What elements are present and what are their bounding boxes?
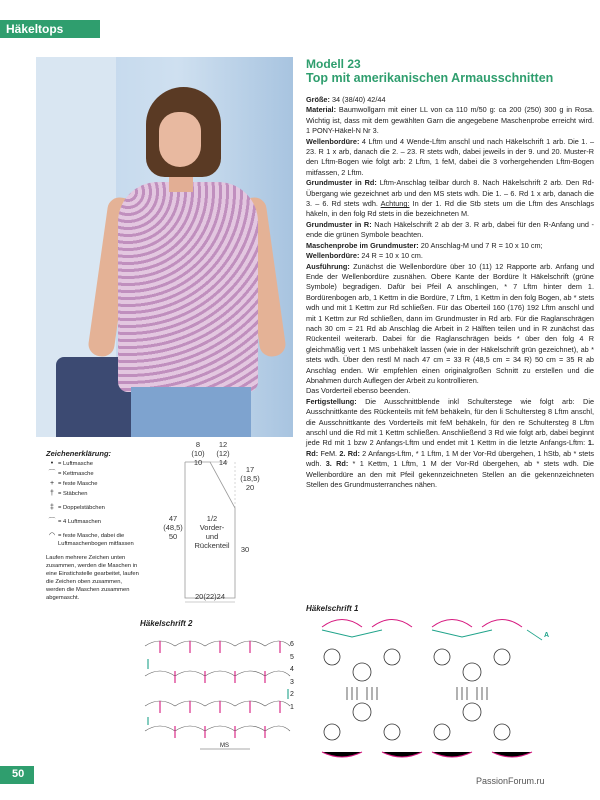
model-title: Top mit amerikanischen Armausschnitten — [306, 71, 554, 85]
section-tab: Häkeltops — [0, 20, 100, 38]
groesse-paragraph: Größe: 34 (38/40) 42/44 — [306, 95, 386, 104]
legend-row: ◠ = feste Masche, dabei die Luftmaschenbogen mitfassen — [46, 532, 141, 548]
schematic-center-label: 1/2 Vorder- und Rückenteil — [194, 514, 230, 550]
chart1-title: Häkelschrift 1 — [306, 604, 359, 613]
chart2-title: Häkelschrift 2 — [140, 619, 193, 628]
legend-row: † = Stäbchen — [46, 490, 141, 498]
legend-note: Laufen mehrere Zeichen unten zusammen, werden die Maschen in eine Einstichstelle gearbeitet, laufen die Zeichen oben zusammen, werden die Maschen zusammen abgemascht. — [46, 555, 139, 601]
row-label: 3 — [290, 678, 294, 686]
stitch-icon: † — [50, 490, 54, 497]
garment-schematic — [160, 440, 280, 600]
instructions — [306, 95, 594, 490]
probe2-paragraph: Wellenbordüre: 24 R = 10 x 10 cm. — [306, 251, 423, 261]
dim-right-bottom: 30 — [240, 545, 250, 554]
row-label: 5 — [290, 653, 294, 661]
dot-icon: • — [50, 460, 54, 467]
crochet-chart-1 — [312, 612, 560, 762]
row-label: 2 — [290, 691, 294, 698]
chart2-svg — [140, 631, 300, 756]
fert-paragraph: Fertigstellung: Die Ausschnittblende inkl Schulterstege wie folgt arb: Die Ausschnittkante des Rückenteils mit feM behäkeln, für den li Schultersteg 8 Lftm anschl, die Ausschnittkante des Vorderteils mit feM behäkeln, für den re Schultersteg 8 Lftm anschl und die Rd mit 1 Kettm schließen. Anschließend 3 Rd wie folgt arb, dabei beginnt jede Rd mit 1 bzw 2 Anfangs-Lftm und endet mit 1 Kettm in die letzte Anfangs-Lftm: 1. Rd: FeM. 2. Rd: 2 Anfangs-Lftm, * 1 Lftm, 1 M der Vor-Rd übergehen, 1 hStb, ab * stets wdh. 3. Rd: * 1 Kettm, 1 Lftm, 1 M der Vor-Rd übergehen, ab * stets wdh. Die Wellenbordüre an den mit Pfeil gekennzeichneten Stellen an die gekennzeichneten Stellen des Grundmusterranches nähen. — [306, 396, 594, 490]
legend — [46, 450, 141, 602]
legend-row: • = Luftmasche — [46, 460, 141, 468]
model-number: Modell 23 — [306, 57, 361, 71]
dim-left: 47 (48,5) 50 — [163, 514, 183, 541]
photo-crochet-top — [118, 182, 258, 392]
legend-row: ⌒ = Kettmasche — [46, 470, 141, 478]
watermark: PassionForum.ru — [476, 776, 545, 786]
legend-row: + = feste Masche — [46, 480, 141, 488]
row-label: 1 — [290, 703, 294, 711]
title-block — [306, 57, 596, 85]
chart1-arrow-label: A — [544, 632, 550, 639]
dim-right-top: 17 (18,5) 20 — [240, 465, 260, 492]
model-photo — [36, 57, 293, 437]
vorder-paragraph: Das Vorderteil ebenso beenden. — [306, 386, 411, 396]
dim-top-right: 12 (12) 14 — [216, 440, 230, 467]
legend-row: ‡ = Doppelstäbchen — [46, 504, 141, 512]
chart1-svg — [312, 612, 560, 762]
chart2-ms-label: MS — [220, 743, 229, 749]
material-paragraph: Material: Baumwollgarn mit einer LL von ca 110 m/50 g: ca 200 (250) 300 g in Rosa. Wichtig ist, dass mit dem gewählten Garn die angegebene Maschenprobe erreicht wird. 1 PONY-Häkel-N Nr 3. — [306, 105, 594, 136]
row-label: 6 — [290, 641, 294, 648]
page-number: 50 — [0, 766, 34, 784]
dim-bottom: 20(22)24 — [194, 592, 226, 601]
ausf-paragraph: Ausführung: Zunächst die Wellenbordüre über 10 (11) 12 Rapporte arb. Anfang und Ende der Wellenbordüre zusnähen. Obere Kante der Bordüre lt Häkelschrift (grüne Symbole) begradigen. Dafür bei Pfeil A anschlingen, * 7 Lftm hinter dem 1. Bordürenbogen arb, 1 Kettm in die Bordüre, 7 Lftm, 1 Kettm in den folg Bogen, ab * stets wdh und mit 1 Kettm zur Rd schließen. Für das Oberteil 160 (176) 192 Lftm anschl und mit 1 Kettm zur Rd schließen, dann im Grundmuster in Rd arb. Für die Raglanschrägen nach 30 cm = 21 Rd ab Anschlag die Arbeit in 2 Hälften teilen und in R zunächst das Rückenteil weiterarb. Dabei für die Raglanschrägen beids * über den folg 4 R gleichmäßig vert 1 MS unbehäkelt lassen (wie in der Häkelschrift grün gezeichnet), ab * stets wdh. Über den restl M nach 47 cm = 33 R (48,5 cm = 34 R) 50 cm = 35 R ab Anschlag enden. Wir empfehlen einen originalgroßen Schnitt zu erstellen und die Abnahmen durch Auflegen der Arbeit zu kontrollieren. — [306, 261, 594, 385]
grundr-paragraph: Grundmuster in R: Nach Häkelschrift 2 ab der 3. R arb, dabei für den R-Anfang und -ende die grünen Symbole beachten. — [306, 219, 594, 240]
wellen-paragraph: Wellenbordüre: 4 Lftm und 4 Wende-Lftm anschl und nach Häkelschrift 1 arb. Die 1. – 23. R 1 x arb, danach die 2. – 23. R stets wdh, dabei jeweils in der 9. und 20. Muster-R den Lftm-Bogen wie folgt arb: 2 Lftm, 1 feM, dabei die 3 vorhergehenden Lftm-Bogen mitfassen, 2 Lftm. — [306, 136, 594, 177]
legend-row: ⌒ = 4 Luftmaschen — [46, 518, 141, 526]
grundrd-paragraph: Grundmuster in Rd: Lftm-Anschlag teilbar durch 8. Nach Häkelschrift 2 arb. Den Rd-Übergang wie gezeichnet arb und den MS stets wdh. Die 1. – 6. Rd 1 x arb, danach die 3. – 6. Rd stets wdh. Achtung: In der 1. Rd die Stb stets um die Lftm des Anschlags häkeln, in den folg Rd stets in die bezeichneten M. — [306, 178, 594, 219]
double-stitch-icon: ‡ — [50, 504, 54, 511]
plus-icon: + — [49, 480, 55, 487]
chain-arc-icon: ⌒ — [48, 518, 56, 525]
probe1-paragraph: Maschenprobe im Grundmuster: 20 Anschlag-M und 7 R = 10 x 10 cm; — [306, 240, 543, 250]
dim-top-left: 8 (10) 10 — [191, 440, 205, 467]
legend-title: Zeichenerklärung: — [46, 449, 112, 458]
arc-icon: ◠ — [48, 532, 56, 539]
kettmasche-icon: ⌒ — [48, 470, 56, 477]
chart2-row-labels — [290, 639, 300, 714]
photo-shorts — [131, 387, 251, 437]
photo-face — [159, 112, 201, 167]
crochet-chart-2 — [140, 631, 300, 756]
row-label: 4 — [290, 666, 294, 673]
